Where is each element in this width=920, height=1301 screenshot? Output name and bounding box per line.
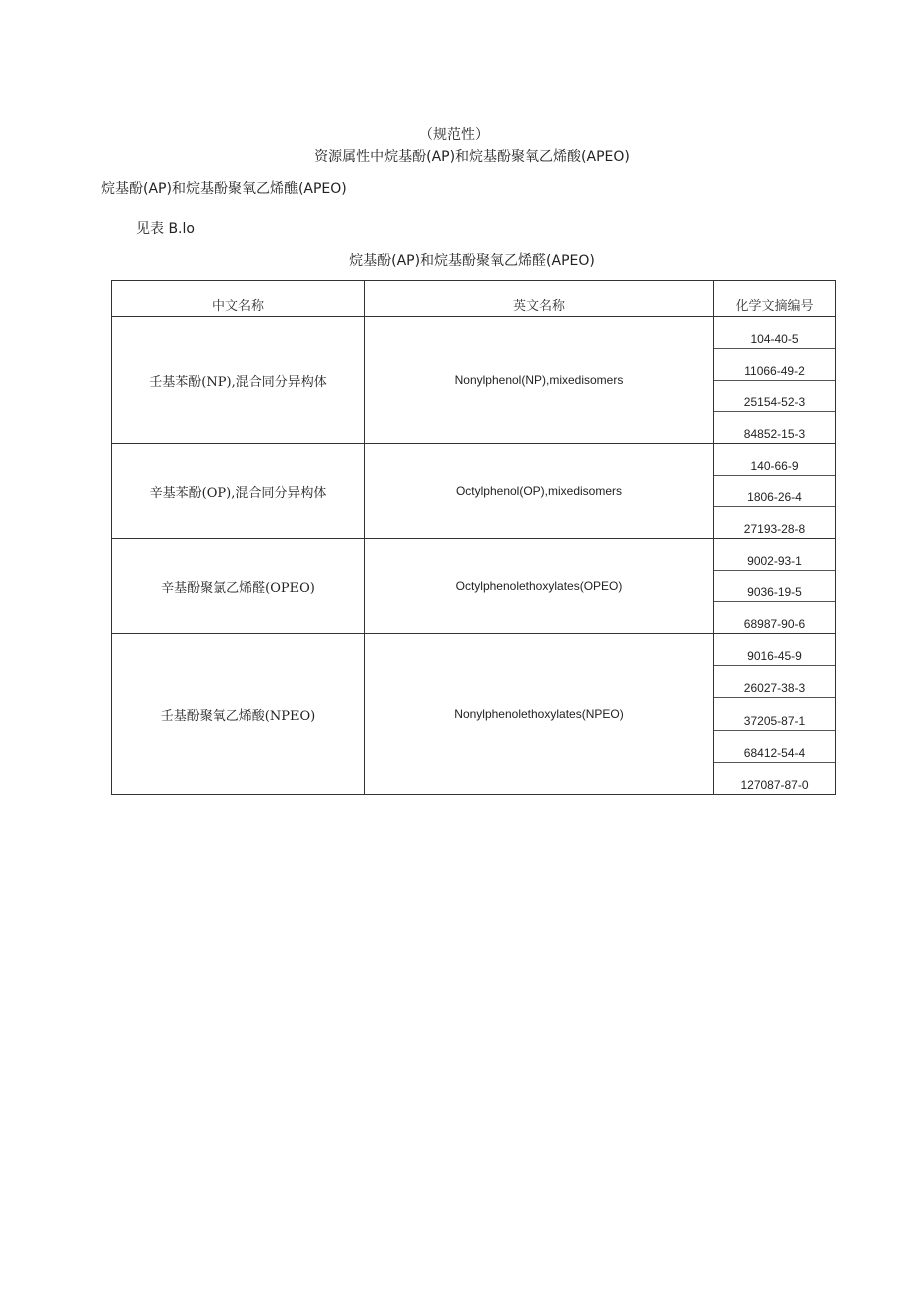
cas-number: 11066-49-2 [714,349,835,381]
section-heading: 烷基酚(AP)和烷基酚聚氧乙烯醮(APEO) [101,181,347,197]
table-header-row [112,281,836,317]
english-name-cell: Nonylphenol(NP),mixedisomers [365,317,714,444]
cas-number: 1806-26-4 [714,476,835,508]
english-name-cell: Octylphenolethoxylates(OPEO) [365,539,714,634]
annex-title: 资源属性中烷基酚(AP)和烷基酚聚氧乙烯酸(APEO) [314,149,630,165]
header-chinese-name: 中文名称 [112,281,365,317]
cas-number: 27193-28-8 [743,522,806,537]
cas-cell [714,444,836,539]
chinese-name-cell: 辛基苯酚(OP),混合同分异构体 [112,444,365,539]
table-row [112,634,836,795]
cas-number: 68412-54-4 [714,731,835,763]
english-name-cell: Nonylphenolethoxylates(NPEO) [365,634,714,795]
annex-note: （规范性） [419,127,489,143]
header-english-name: 英文名称 [365,281,714,317]
cas-number: 68987-90-6 [743,617,806,632]
cas-number: 9016-45-9 [714,634,835,666]
cas-number: 9036-19-5 [714,571,835,603]
english-name-cell: Octylphenol(OP),mixedisomers [365,444,714,539]
chinese-name-cell: 壬基苯酚(NP),混合同分异构体 [112,317,365,444]
cas-cell [714,634,836,795]
chinese-name-cell: 壬基酚聚氧乙烯酸(NPEO) [112,634,365,795]
cas-number: 140-66-9 [714,444,835,476]
cas-number: 127087-87-0 [740,778,809,793]
cas-number: 26027-38-3 [714,666,835,698]
cas-number: 9002-93-1 [714,539,835,571]
header-cas-number: 化学文摘编号 [714,281,836,317]
table-row [112,317,836,444]
table-reference: 见表 B.lo [136,221,195,237]
cas-number: 84852-15-3 [743,427,806,441]
substance-table [111,280,836,795]
table-row [112,539,836,634]
cas-number: 25154-52-3 [714,381,835,413]
table-caption: 烷基酚(AP)和烷基酚聚氧乙烯醛(APEO) [349,253,595,269]
cas-cell [714,317,836,444]
cas-number: 104-40-5 [714,317,835,349]
table-row [112,444,836,539]
chinese-name-cell: 辛基酚聚氯乙烯醛(OPEO) [112,539,365,634]
cas-number: 37205-87-1 [714,698,835,730]
cas-cell [714,539,836,634]
